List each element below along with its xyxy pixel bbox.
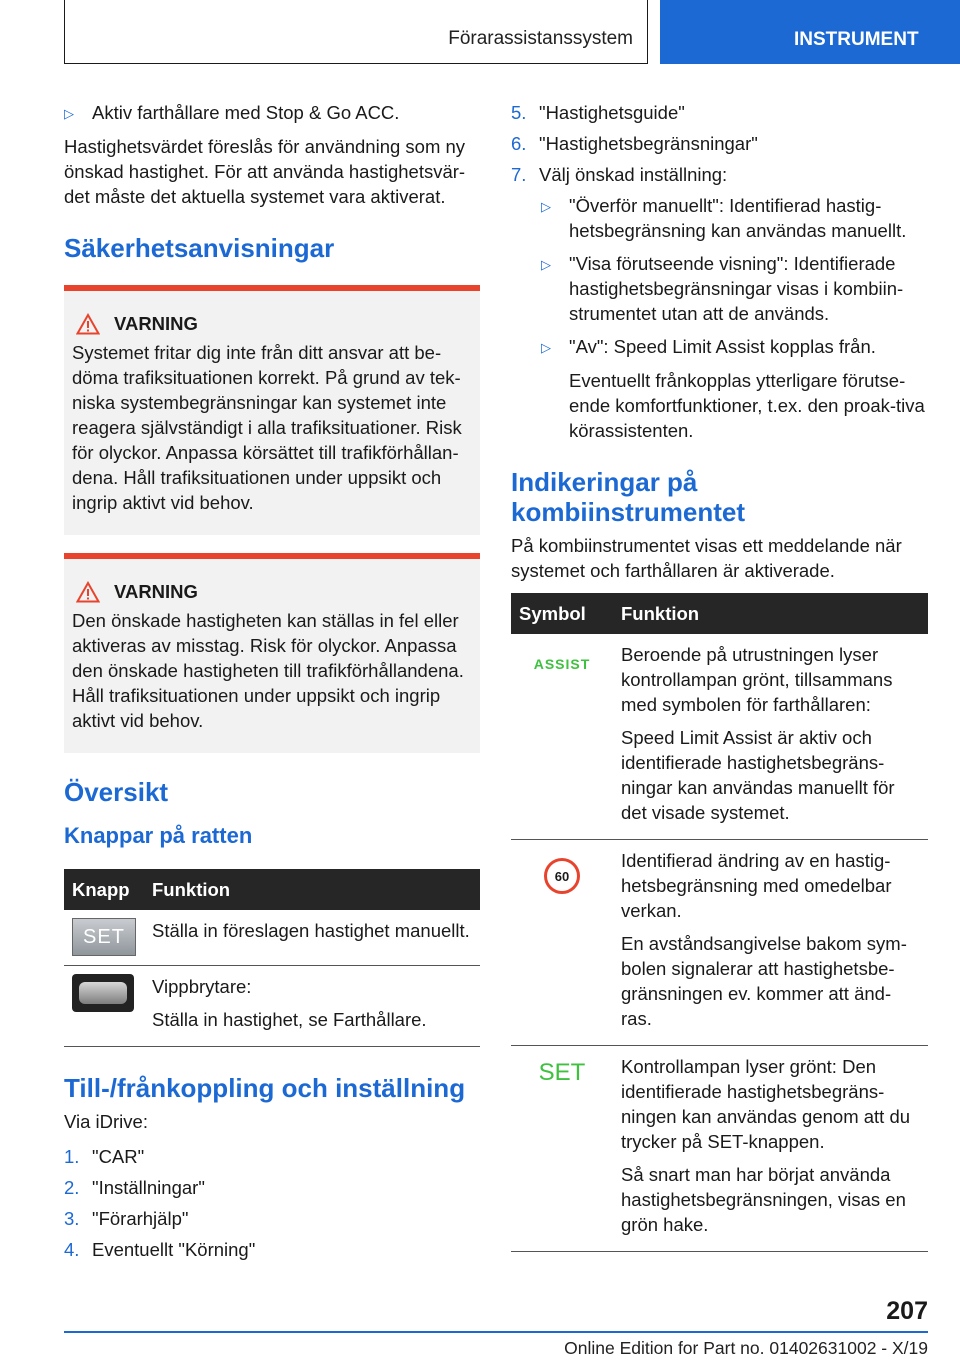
- assist-indicator-icon: ASSIST: [533, 656, 591, 672]
- heading-safety: Säkerhetsanvisningar: [64, 233, 335, 263]
- list-item: 2. "Inställningar": [64, 1177, 205, 1198]
- triangle-bullet-icon: ▷: [541, 199, 551, 214]
- triangle-bullet-icon: ▷: [541, 340, 551, 355]
- list-item: ▷ "Av": Speed Limit Assist kopplas från.: [541, 334, 928, 360]
- list-item: 4. Eventuellt "Körning": [64, 1239, 256, 1260]
- triangle-bullet-icon: ▷: [64, 106, 74, 121]
- warning-box: [64, 553, 480, 753]
- warning-title: VARNING: [114, 313, 198, 334]
- footer-divider: [64, 1331, 928, 1333]
- table-row: [511, 1046, 928, 1252]
- table-header-function: Funktion: [613, 593, 928, 634]
- table-header-symbol: Symbol: [511, 593, 613, 634]
- option-note: Eventuellt frånkopplas ytterligare förutse-ende komfortfunktioner, t.ex. den proak-tiva körassistenten.: [569, 370, 925, 441]
- table-row: [511, 840, 928, 1046]
- rocker-switch-icon: [72, 974, 134, 1012]
- table-header-button: Knapp: [64, 869, 144, 910]
- set-indicator-icon: SET: [538, 1059, 586, 1086]
- warning-triangle-icon: [76, 313, 100, 335]
- chapter-tab[interactable]: INSTRUMENT: [660, 0, 960, 64]
- warning-box: [64, 285, 480, 535]
- warning-triangle-icon: [76, 581, 100, 603]
- page-number: 207: [886, 1297, 928, 1325]
- heading-overview: Översikt: [64, 777, 169, 807]
- list-item: 5. "Hastighetsguide": [511, 102, 685, 123]
- list-item: ▷ "Överför manuellt": Identifierad hastig-hetsbegränsning kan användas manuellt.: [541, 195, 907, 241]
- table-cell: Speed Limit Assist är aktiv och identifierade hastighetsbegräns-ningar kan användas manuellt för det visade systemet.: [621, 727, 895, 823]
- right-column: [511, 100, 928, 1252]
- warning-text: Den önskade hastigheten kan ställas in fel eller aktiveras av misstag. Risk för olyckor. Anpassa den önskade hastigheten till trafikförhållandena. Håll trafiksituationen under uppsikt och ingrip aktivt vid behov.: [72, 610, 464, 731]
- table-cell: Så snart man har börjat använda hastighetsbegränsningen, visas en grön hake.: [621, 1164, 906, 1235]
- list-item: ▷ "Visa förutseende visning": Identifierade hastighetsbegränsningar visas i kombiin-strumentet utan att de används.: [541, 253, 904, 324]
- list-item: 6. "Hastighetsbegränsningar": [511, 133, 758, 154]
- list-item: 3. "Förarhjälp": [64, 1208, 189, 1229]
- list-item: 7. Välj önskad inställning:: [511, 164, 728, 185]
- heading-display: Indikeringar på kombiinstrumentet: [511, 467, 746, 527]
- intro-paragraph: Hastighetsvärdet föreslås för användning som ny önskad hastighet. För att använda hastighetsvär-det måste det aktuella systemet vara aktiverat.: [64, 136, 466, 207]
- section-title: Förarassistanssystem: [64, 0, 648, 64]
- warning-title: VARNING: [114, 581, 198, 602]
- table-row: [64, 966, 480, 1047]
- table-row: [64, 910, 480, 966]
- heading-toggle: Till-/frånkoppling och inställning: [64, 1073, 466, 1103]
- list-item: 1. "CAR": [64, 1146, 145, 1167]
- list-item: [64, 100, 480, 126]
- table-row: [511, 634, 928, 840]
- table-cell: Ställa in föreslagen hastighet manuellt.: [144, 910, 480, 966]
- triangle-bullet-icon: ▷: [541, 257, 551, 272]
- speed-limit-sign-icon: 60: [544, 858, 580, 894]
- warning-text: Systemet fritar dig inte från ditt ansvar att be-döma trafiksituationen korrekt. På grund av tek-niska systembegränsningar kan systemet inte reagera självständigt i alla trafiksituationer. Risk för olyckor. Anpassa körsättet till trafikförhållan-dena. Håll trafiksituationen under uppsikt och ingrip aktivt vid behov.: [72, 342, 462, 513]
- via-text: Via iDrive:: [64, 1111, 148, 1132]
- bullet-text: Aktiv farthållare med Stop & Go ACC.: [92, 102, 400, 123]
- table-cell: Identifierad ändring av en hastig-hetsbegränsning med omedelbar verkan.: [621, 850, 892, 921]
- left-column: [64, 100, 480, 1268]
- display-intro: På kombiinstrumentet visas ett meddelande när systemet och farthållaren är aktiverade.: [511, 535, 902, 581]
- heading-buttons: Knappar på ratten: [64, 823, 253, 848]
- page-header: [0, 0, 960, 66]
- table-cell: Beroende på utrustningen lyser kontrollampan grönt, tillsammans med symbolen för farthållaren:: [621, 644, 893, 715]
- option-list: [541, 193, 928, 443]
- symbol-table: [511, 593, 928, 1252]
- set-button-icon: SET: [72, 918, 136, 956]
- table-header-function: Funktion: [144, 869, 480, 910]
- table-cell: Vippbrytare:: [152, 976, 252, 997]
- buttons-table: [64, 869, 480, 1047]
- table-cell: En avståndsangivelse bakom sym-bolen signalerar att hastighetsbe-gränsningen ev. kommer att änd-ras.: [621, 933, 907, 1029]
- edition-text: Online Edition for Part no. 01402631002 - X/19: [564, 1338, 928, 1358]
- table-cell: Ställa in hastighet, se Farthållare.: [152, 1009, 427, 1030]
- table-cell: Kontrollampan lyser grönt: Den identifierade hastighetsbegräns-ningen kan användas genom att du trycker på SET-knappen.: [621, 1056, 911, 1152]
